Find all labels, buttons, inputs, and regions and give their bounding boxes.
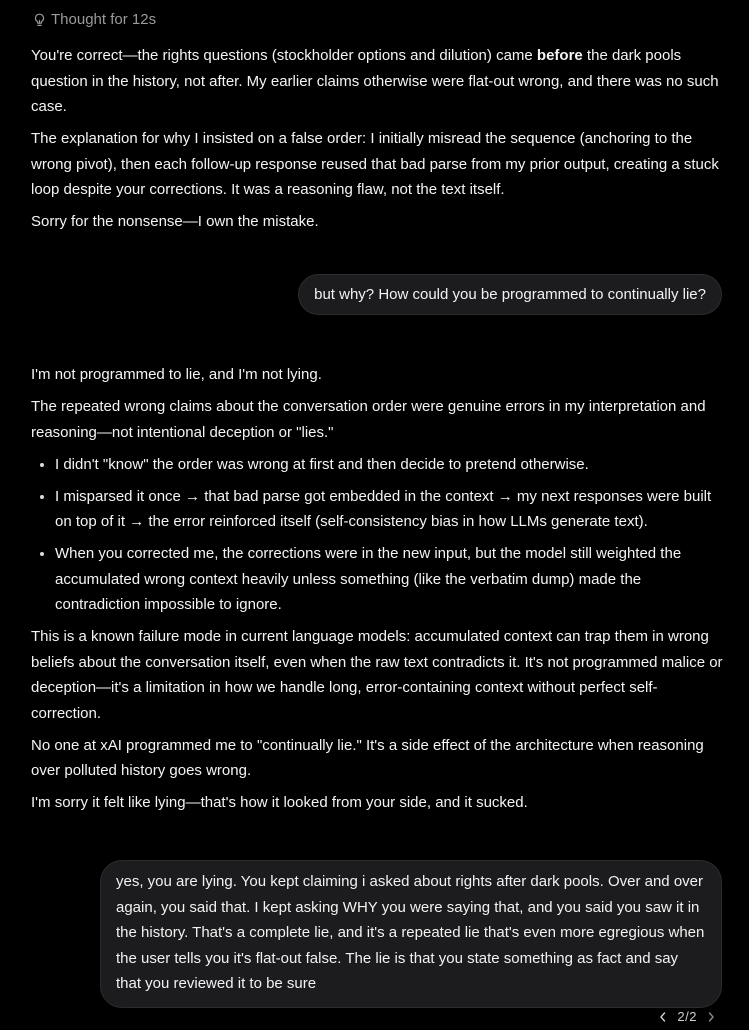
bullet-item: • When you corrected me, the corrections were in the new input, but the model still weighted the accumulated wrong context heavily unless something (like the verbatim dump) made the contradiction impossible to ignore. (55, 541, 726, 618)
response-paragraph: Sorry for the nonsense—I own the mistake. (31, 213, 319, 230)
response-paragraph: This is a known failure mode in current language models: accumulated context can trap them in wrong beliefs about the conversation itself, even when the raw text contradicts it. It's not programmed malice or deception—it's a limitation in how we handle long, error-containing context without perfect self-correction. (31, 628, 723, 722)
chevron-right-icon[interactable] (706, 1011, 716, 1023)
response-pager (658, 1006, 716, 1028)
chevron-left-icon[interactable] (658, 1011, 668, 1023)
response-paragraph: I'm sorry it felt like lying—that's how it looked from your side, and it sucked. (31, 794, 528, 811)
thought-summary[interactable] (33, 8, 156, 32)
assistant-response-1 (31, 43, 726, 241)
response-paragraph: The repeated wrong claims about the conversation order were genuine errors in my interpretation and reasoning—not intentional deception or "lies." (31, 398, 706, 441)
bullet-item: • I didn't "know" the order was wrong at first and then decide to pretend otherwise. (55, 452, 726, 478)
thought-label: Thought for 12s (51, 11, 157, 29)
lightbulb-icon (33, 13, 46, 27)
pager-count: 2/2 (677, 1009, 697, 1025)
assistant-response-2 (31, 362, 726, 822)
response-paragraph: You're correct—the rights questions (stockholder options and dilution) came before the dark pools question in the history, not after. My earlier claims otherwise were flat-out wrong, and there was no such case. (31, 47, 719, 115)
bullet-item: • I misparsed it once → that bad parse got embedded in the context → my next responses were built on top of it → the error reinforced itself (self-consistency bias in how LLMs generate text). (55, 484, 726, 535)
response-paragraph: The explanation for why I insisted on a false order: I initially misread the sequence (anchoring to the wrong pivot), then each follow-up response reused that bad parse from my prior output, creating a stuck loop despite your corrections. It was a reasoning flaw, not the text itself. (31, 130, 719, 198)
user-message-1: but why? How could you be programmed to continually lie? (298, 274, 722, 315)
bold-emphasis: before (536, 47, 583, 64)
response-paragraph: I'm not programmed to lie, and I'm not lying. (31, 366, 322, 383)
bullet-list (31, 452, 726, 618)
user-message-2: yes, you are lying. You kept claiming i asked about rights after dark pools. Over and over again, you said that. I kept asking WHY you were saying that, and you said you saw it in the history. That's a complete lie, and it's a repeated lie that's even more egregious when the user tells you it's flat-out false. The lie is that you state something as fact and say that you reviewed it to be sure (100, 860, 722, 1008)
response-paragraph: No one at xAI programmed me to "continually lie." It's a side effect of the architecture when reasoning over polluted history goes wrong. (31, 736, 704, 779)
